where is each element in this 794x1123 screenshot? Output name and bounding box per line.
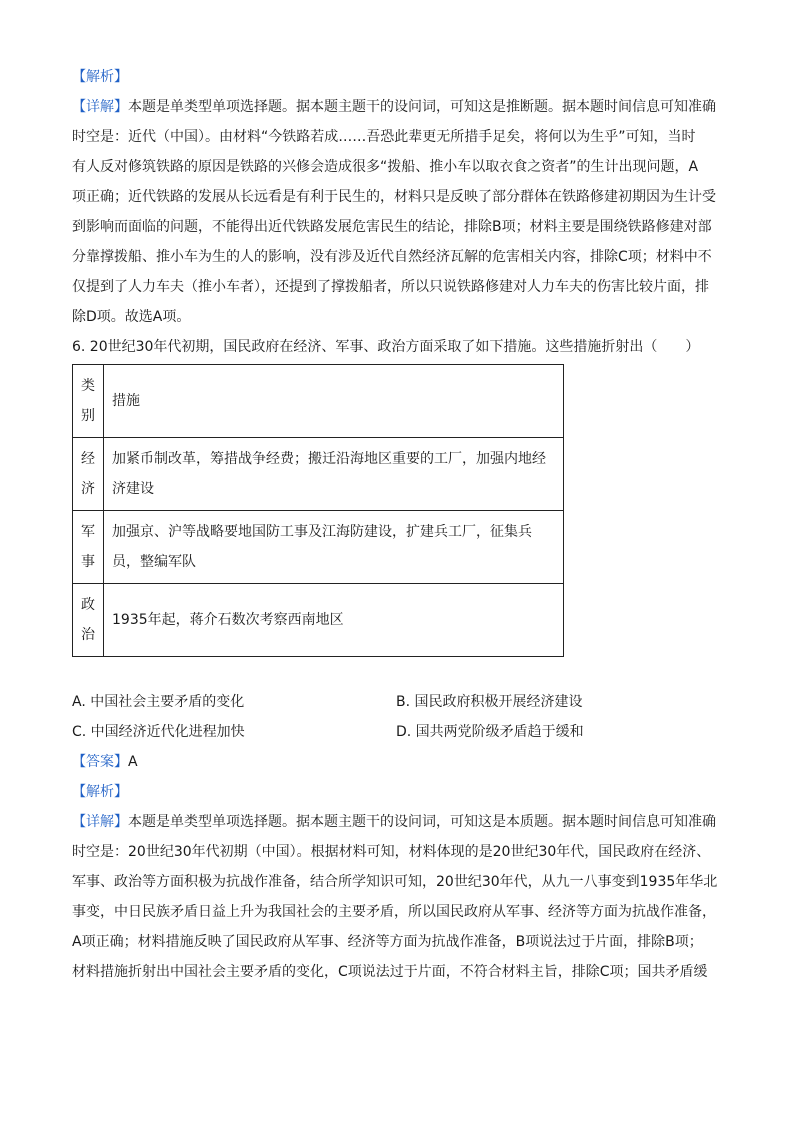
analysis-line: 项正确；近代铁路的发展从长远看是有利于民生的，材料只是反映了部分群体在铁路修建初期因为生计受 xyxy=(72,189,716,205)
measures-cell xyxy=(104,584,564,657)
category-char: 治 xyxy=(81,627,95,643)
category-header xyxy=(73,365,104,438)
measures-text: 济建设 xyxy=(112,481,154,497)
page-content xyxy=(72,62,724,987)
option-c[interactable]: C. 中国经济近代化进程加快 xyxy=(72,724,245,740)
category-cell xyxy=(73,438,104,511)
measures-cell xyxy=(104,511,564,584)
category-cell xyxy=(73,511,104,584)
analysis-line xyxy=(72,92,724,122)
analysis-tag: 【解析】 xyxy=(72,69,128,85)
option-a[interactable]: A. 中国社会主要矛盾的变化 xyxy=(72,694,245,710)
analysis-line: 除D项。故选A项。 xyxy=(72,309,191,325)
analysis-line: 仅提到了人力车夫（推小车者），还提到了撑拨船者，所以只说铁路修建对人力车夫的伤害比较片面，排 xyxy=(72,279,709,295)
category-header-char: 类 xyxy=(81,378,95,394)
category-char: 经 xyxy=(81,451,95,467)
answer-value: A xyxy=(128,754,138,770)
measures-text: 1935年起，蒋介石数次考察西南地区 xyxy=(112,612,344,628)
table-row xyxy=(73,584,564,657)
analysis-line: 到影响而面临的问题，不能得出近代铁路发展危害民生的结论，排除B项；材料主要是围绕铁路修建对部 xyxy=(72,219,712,235)
analysis-heading xyxy=(72,777,724,807)
category-header-char: 别 xyxy=(81,408,95,424)
answer-options xyxy=(72,687,724,747)
analysis-line: 有人反对修筑铁路的原因是铁路的兴修会造成很多“拨船、推小车以取衣食之资者”的生计出现问题，A xyxy=(72,159,699,175)
answer-tag: 【答案】 xyxy=(72,754,128,770)
table-row xyxy=(73,511,564,584)
category-cell xyxy=(73,584,104,657)
analysis-heading xyxy=(72,62,724,92)
category-char: 济 xyxy=(81,481,95,497)
option-d[interactable]: D. 国共两党阶级矛盾趋于缓和 xyxy=(396,724,584,740)
answer-line xyxy=(72,747,724,777)
analysis-line: 军事、政治等方面积极为抗战作准备，结合所学知识可知，20世纪30年代，从九一八事变到1935年华北 xyxy=(72,874,718,890)
measures-header xyxy=(104,365,564,438)
category-char: 政 xyxy=(81,597,95,613)
table-row xyxy=(73,438,564,511)
measures-cell xyxy=(104,438,564,511)
table-header-row xyxy=(73,365,564,438)
measures-text: 加强京、沪等战略要地国防工事及江海防建设，扩建兵工厂，征集兵 xyxy=(112,524,532,540)
detail-tag: 【详解】 xyxy=(72,99,128,115)
analysis-text: 本题是单类型单项选择题。据本题主题干的设问词，可知这是本质题。据本题时间信息可知准确 xyxy=(128,814,716,830)
analysis-line xyxy=(72,807,724,837)
analysis-line: A项正确；材料措施反映了国民政府从军事、经济等方面为抗战作准备，B项说法过于片面，排除B项； xyxy=(72,934,703,950)
option-b[interactable]: B. 国民政府积极开展经济建设 xyxy=(396,694,583,710)
analysis-text: 本题是单类型单项选择题。据本题主题干的设问词，可知这是推断题。据本题时间信息可知准确 xyxy=(128,99,716,115)
category-char: 军 xyxy=(81,524,95,540)
analysis-tag: 【解析】 xyxy=(72,784,128,800)
measures-text: 员，整编军队 xyxy=(112,554,196,570)
detail-tag: 【详解】 xyxy=(72,814,128,830)
analysis-line: 事变，中日民族矛盾日益上升为我国社会的主要矛盾，所以国民政府从军事、经济等方面为抗战作准备， xyxy=(72,904,716,920)
measures-text: 加紧币制改革，筹措战争经费；搬迁沿海地区重要的工厂，加强内地经 xyxy=(112,451,546,467)
analysis-line: 时空是：近代（中国）。由材料“今铁路若成……吾恐此辈更无所措手足矣，将何以为生乎”可知，当时 xyxy=(72,129,696,145)
question-stem: 6. 20世纪30年代初期，国民政府在经济、军事、政治方面采取了如下措施。这些措施折射出（ ） xyxy=(72,339,700,355)
measures-table xyxy=(72,364,564,657)
analysis-line: 时空是：20世纪30年代初期（中国）。根据材料可知，材料体现的是20世纪30年代，国民政府在经济、 xyxy=(72,844,711,860)
category-char: 事 xyxy=(81,554,95,570)
measures-header-text: 措施 xyxy=(112,393,140,409)
analysis-line: 分靠撑拨船、推小车为生的人的影响，没有涉及近代自然经济瓦解的危害相关内容，排除C项；材料中不 xyxy=(72,249,712,265)
analysis-line: 材料措施折射出中国社会主要矛盾的变化，C项说法过于片面，不符合材料主旨，排除C项；国共矛盾缓 xyxy=(72,964,708,980)
